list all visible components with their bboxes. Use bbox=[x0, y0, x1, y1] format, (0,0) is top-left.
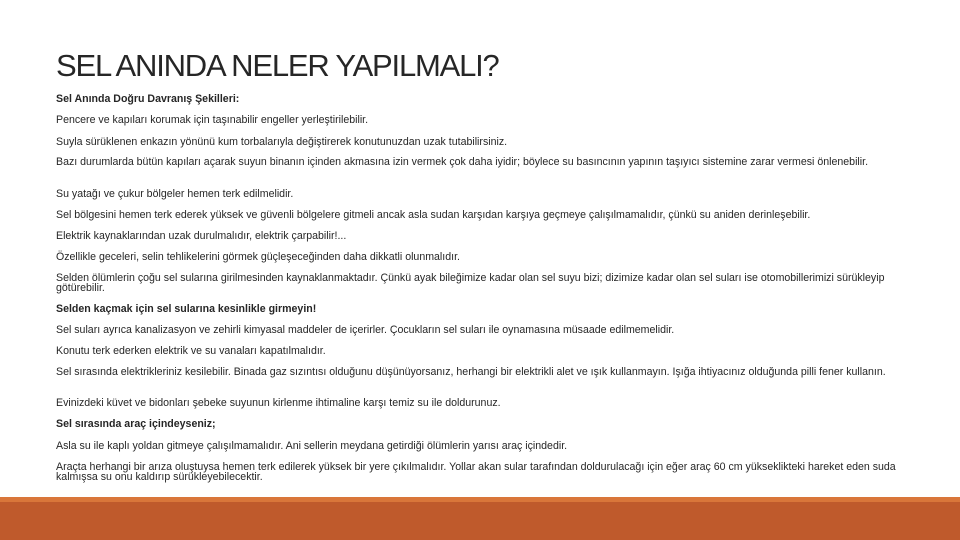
paragraph: Selden ölümlerin çoğu sel sularına girilmesinden kaynaklanmaktadır. Çünkü ayak bileğimize kadar olan sel suyu bizi; dizimize kadar olan sel suları ise otomobillerimizi sürükleyip götürebilir. bbox=[56, 272, 885, 294]
paragraph: Özellikle geceleri, selin tehlikelerini görmek güçleşeceğinden daha dikkatli olunmalıdır. bbox=[56, 251, 460, 263]
paragraph: Su yatağı ve çukur bölgeler hemen terk edilmelidir. bbox=[56, 188, 294, 200]
paragraph: Araçta herhangi bir arıza oluştuysa hemen terk edilerek yüksek bir yere çıkılmalıdır. Yollar akan sular tarafından doldurulacağı için eğer araç 60 cm yükseklikteki hareket eden suda kalmışsa su onu kaldırıp sürükleyebilecektir. bbox=[56, 461, 896, 483]
footer-bar bbox=[0, 502, 960, 540]
paragraph: Suyla sürüklenen enkazın yönünü kum torbalarıyla değiştirerek konutunuzdan uzak tutabilirsiniz. bbox=[56, 136, 508, 148]
paragraph: Asla su ile kaplı yoldan gitmeye çalışılmamalıdır. Ani sellerin meydana getirdiği ölümlerin yarısı araç içindedir. bbox=[56, 440, 568, 452]
paragraph: Evinizdeki küvet ve bidonları şebeke suyunun kirlenme ihtimaline karşı temiz su ile doldurunuz. bbox=[56, 397, 501, 409]
slide-title: SEL ANINDA NELER YAPILMALI? bbox=[56, 48, 499, 83]
paragraph: Elektrik kaynaklarından uzak durulmalıdır, elektrik çarpabilir!... bbox=[56, 230, 347, 242]
paragraph: Konutu terk ederken elektrik ve su vanaları kapatılmalıdır. bbox=[56, 345, 326, 357]
heading-correct-behaviors: Sel Anında Doğru Davranış Şekilleri: bbox=[56, 93, 240, 105]
paragraph: Sel suları ayrıca kanalizasyon ve zehirli kimyasal maddeler de içerirler. Çocukların sel suları ile oynamasına müsaade edilmemelidir. bbox=[56, 324, 675, 336]
heading-in-vehicle: Sel sırasında araç içindeyseniz; bbox=[56, 418, 216, 430]
paragraph: Pencere ve kapıları korumak için taşınabilir engeller yerleştirilebilir. bbox=[56, 114, 369, 126]
warning-paragraph: Selden kaçmak için sel sularına kesinlikle girmeyin! bbox=[56, 303, 317, 315]
paragraph: Bazı durumlarda bütün kapıları açarak suyun binanın içinden akmasına izin vermek çok daha iyidir; böylece su basıncının yapının taşıyıcı sistemine zarar vermesi önlenebilir. bbox=[56, 156, 869, 168]
paragraph: Sel sırasında elektrikleriniz kesilebilir. Binada gaz sızıntısı olduğunu düşünüyorsanız, herhangi bir elektrikli alet ve ışık kullanmayın. Işığa ihtiyacınız olduğunda pilli fener kullanın. bbox=[56, 366, 886, 378]
paragraph: Sel bölgesini hemen terk ederek yüksek ve güvenli bölgelere gitmeli ancak asla sudan karşıdan karşıya geçmeye çalışılmamalıdır, çünkü su aniden derinleşebilir. bbox=[56, 209, 811, 221]
